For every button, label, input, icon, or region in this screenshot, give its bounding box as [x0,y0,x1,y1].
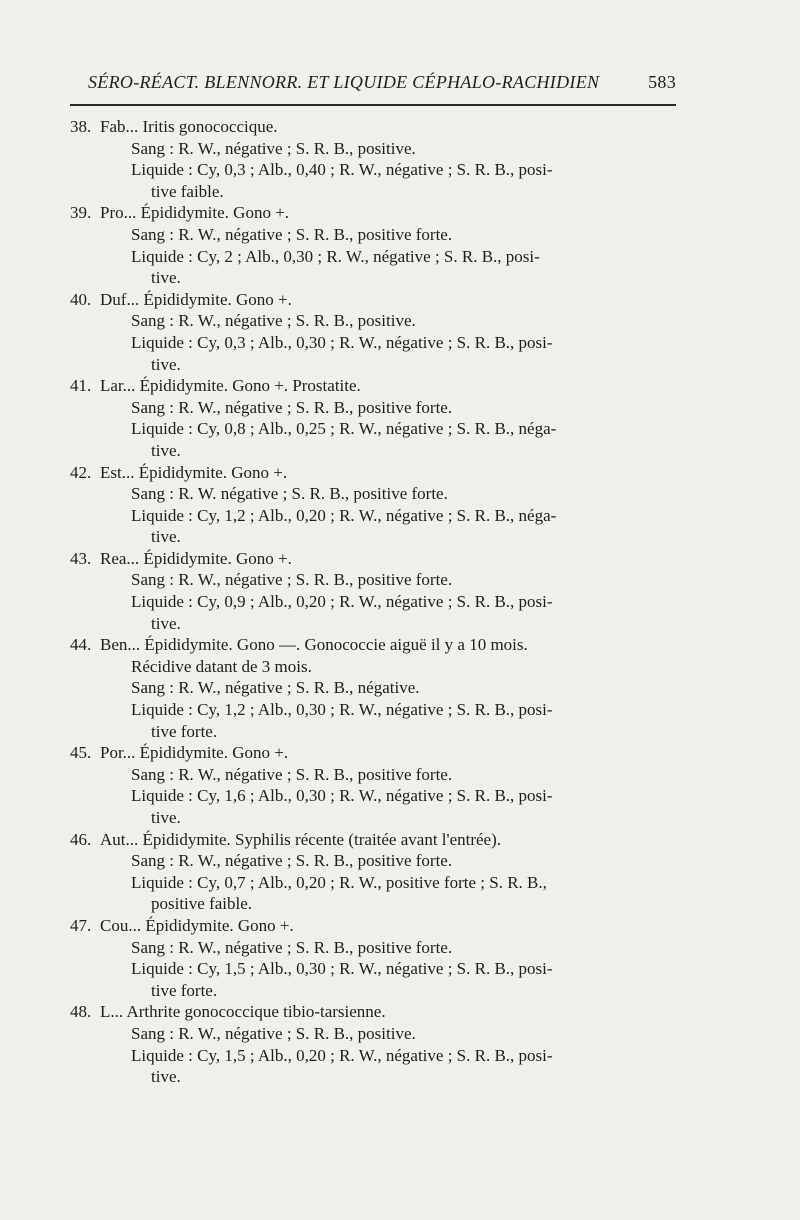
case-line: Liquide : Cy, 0,8 ; Alb., 0,25 ; R. W., négative ; S. R. B., néga- [131,419,557,439]
case-line-continuation: tive forte. [151,980,218,1000]
case-entry [70,116,682,202]
case-heading [70,1001,682,1023]
case-number: 41. [70,376,92,396]
case-line: Liquide : Cy, 0,7 ; Alb., 0,20 ; R. W., positive forte ; S. R. B., [131,872,547,892]
header-rule [70,104,676,106]
case-list [70,116,682,1088]
case-line-continuation: tive. [151,354,181,374]
case-heading-text: Rea... Épididymite. Gono +. [100,548,292,568]
case-heading-text: Est... Épididymite. Gono +. [100,462,288,482]
case-number: 46. [70,829,92,849]
case-line: Liquide : Cy, 2 ; Alb., 0,30 ; R. W., négative ; S. R. B., posi- [131,246,540,266]
case-number: 48. [70,1002,92,1022]
case-heading-text: Aut... Épididymite. Syphilis récente (traitée avant l'entrée). [100,829,502,849]
case-line: Sang : R. W., négative ; S. R. B., positive forte. [131,937,453,957]
case-entry [70,915,682,1001]
case-line-continuation: tive. [151,268,181,288]
case-entry [70,548,682,634]
case-line: Liquide : Cy, 1,2 ; Alb., 0,30 ; R. W., négative ; S. R. B., posi- [131,700,553,720]
case-line: Sang : R. W., négative ; S. R. B., positive forte. [131,570,453,590]
case-line: Liquide : Cy, 1,5 ; Alb., 0,30 ; R. W., négative ; S. R. B., posi- [131,959,553,979]
case-entry [70,742,682,828]
case-heading [70,375,682,397]
case-heading-text: Duf... Épididymite. Gono +. [100,289,292,309]
case-entry [70,202,682,288]
page-number: 583 [648,72,676,92]
case-line: Sang : R. W., négative ; S. R. B., positive forte. [131,764,453,784]
case-line: Sang : R. W., négative ; S. R. B., positive. [131,311,416,331]
case-heading [70,202,682,224]
case-line: Sang : R. W. négative ; S. R. B., positive forte. [131,484,448,504]
case-number: 42. [70,462,92,482]
case-heading-text: Lar... Épididymite. Gono +. Prostatite. [100,376,361,396]
case-line: Sang : R. W., négative ; S. R. B., positive. [131,138,416,158]
case-line: Sang : R. W., négative ; S. R. B., positive forte. [131,397,453,417]
case-heading [70,915,682,937]
case-line: Sang : R. W., négative ; S. R. B., positive forte. [131,851,453,871]
case-heading [70,116,682,138]
case-entry [70,375,682,461]
case-line: Liquide : Cy, 0,9 ; Alb., 0,20 ; R. W., négative ; S. R. B., posi- [131,592,553,612]
case-heading-text: Pro... Épididymite. Gono +. [100,203,290,223]
case-line: Liquide : Cy, 0,3 ; Alb., 0,30 ; R. W., négative ; S. R. B., posi- [131,332,553,352]
case-entry [70,289,682,375]
case-heading-text: Cou... Épididymite. Gono +. [100,915,294,935]
case-number: 39. [70,203,92,223]
case-line: Sang : R. W., négative ; S. R. B., positive forte. [131,224,453,244]
case-line: Récidive datant de 3 mois. [131,656,312,676]
case-line-continuation: tive. [151,613,181,633]
case-heading [70,742,682,764]
case-line-continuation: tive. [151,808,181,827]
case-number: 38. [70,117,92,136]
case-line-continuation: tive. [151,1067,181,1087]
case-line: Liquide : Cy, 1,5 ; Alb., 0,20 ; R. W., négative ; S. R. B., posi- [131,1045,553,1065]
case-entry [70,462,682,548]
case-heading-text: Ben... Épididymite. Gono —. Gonococcie aiguë il y a 10 mois. [100,635,528,655]
case-entry [70,634,682,742]
case-line: Liquide : Cy, 1,2 ; Alb., 0,20 ; R. W., négative ; S. R. B., néga- [131,505,557,525]
case-heading [70,829,682,851]
case-line: Sang : R. W., négative ; S. R. B., négative. [131,678,420,698]
case-number: 40. [70,289,92,309]
case-line-continuation: tive. [151,527,181,547]
case-line: Liquide : Cy, 1,6 ; Alb., 0,30 ; R. W., négative ; S. R. B., posi- [131,786,553,806]
case-heading-text: L... Arthrite gonococcique tibio-tarsienne. [100,1002,386,1022]
case-entry [70,1001,682,1087]
case-number: 44. [70,635,92,655]
case-line-continuation: tive faible. [151,181,224,201]
running-title: SÉRO-RÉACT. BLENNORR. ET LIQUIDE CÉPHALO-RACHIDIEN [88,72,600,92]
case-line: Liquide : Cy, 0,3 ; Alb., 0,40 ; R. W., négative ; S. R. B., posi- [131,160,553,180]
case-number: 47. [70,915,92,935]
case-entry [70,829,682,915]
case-heading-text: Por... Épididymite. Gono +. [100,743,289,763]
case-line-continuation: positive faible. [151,894,253,914]
case-heading-text: Fab... Iritis gonococcique. [100,117,278,136]
case-line-continuation: tive forte. [151,721,218,741]
case-heading [70,634,682,656]
case-line-continuation: tive. [151,440,181,460]
case-heading [70,462,682,484]
case-heading [70,548,682,570]
case-number: 45. [70,743,92,763]
case-heading [70,289,682,311]
case-line: Sang : R. W., négative ; S. R. B., positive. [131,1023,416,1043]
running-header [88,72,676,93]
case-number: 43. [70,548,92,568]
